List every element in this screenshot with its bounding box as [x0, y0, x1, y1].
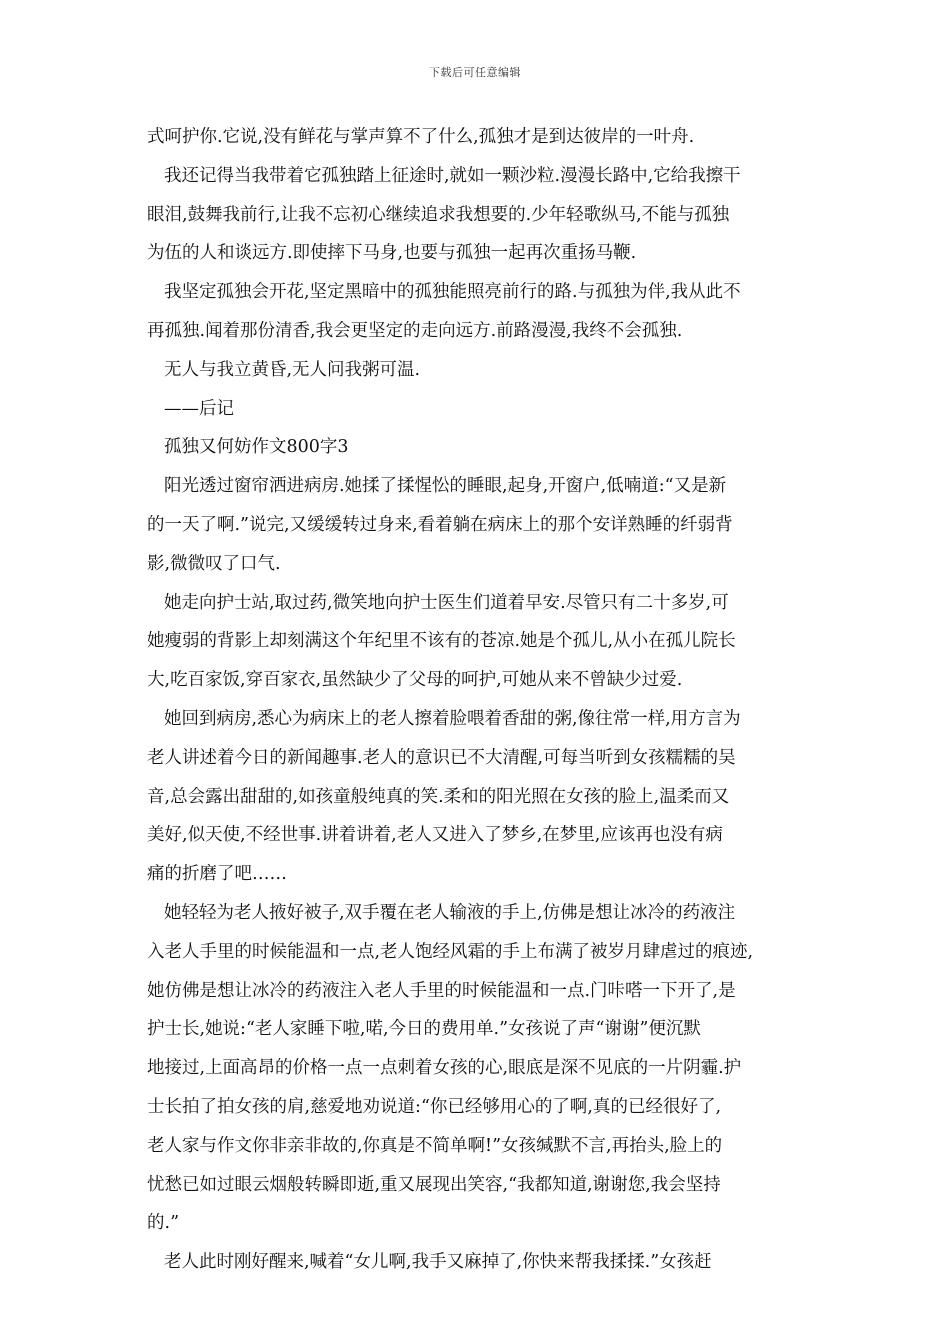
text-line: 她轻轻为老人掖好被子,双手覆在老人输液的手上,仿佛是想让冰冷的药液注 — [164, 902, 736, 923]
text-line: 老人讲述着今日的新闻趣事.老人的意识已不大清醒,可每当听到女孩糯糯的吴 — [147, 747, 736, 768]
text-line: 大,吃百家饭,穿百家衣,虽然缺少了父母的呵护,可她从来不曾缺少过爱. — [147, 670, 683, 691]
text-line: 再孤独.闻着那份清香,我会更坚定的走向远方.前路漫漫,我终不会孤独. — [147, 320, 683, 341]
text-line: 我坚定孤独会开花,坚定黑暗中的孤独能照亮前行的路.与孤独为伴,我从此不 — [164, 282, 741, 303]
text-line: 她走向护士站,取过药,微笑地向护士医生们道着早安.尽管只有二十多岁,可 — [164, 592, 729, 613]
text-line: 她仿佛是想让冰冷的药液注入老人手里的时候能温和一点.门咔嗒一下开了,是 — [147, 980, 736, 1001]
text-line: 护士长,她说:“老人家睡下啦,喏,今日的费用单.”女孩说了声“谢谢”便沉默 — [147, 1019, 701, 1040]
text-line: 地接过,上面高昂的价格一点一点刺着女孩的心,眼底是深不见底的一片阴霾.护 — [147, 1058, 742, 1079]
text-line: 的一天了啊.”说完,又缓缓转过身来,看着躺在病床上的那个安详熟睡的纤弱背 — [147, 514, 733, 535]
text-line: 老人此时刚好醒来,喊着“女儿啊,我手又麻掉了,你快来帮我揉揉.”女孩赶 — [164, 1252, 712, 1273]
text-line: 痛的折磨了吧…… — [147, 864, 287, 885]
text-line: 忧愁已如过眼云烟般转瞬即逝,重又展现出笑容,“我都知道,谢谢您,我会坚持 — [147, 1174, 721, 1195]
document-body — [147, 118, 809, 1282]
text-line: 她回到病房,悉心为病床上的老人擦着脸喂着香甜的粥,像往常一样,用方言为 — [164, 708, 741, 729]
text-line: 她瘦弱的背影上却刻满这个年纪里不该有的苍凉.她是个孤儿,从小在孤儿院长 — [147, 631, 736, 652]
text-line: 的.” — [147, 1213, 180, 1234]
text-line: 入老人手里的时候能温和一点,老人饱经风霜的手上布满了被岁月肆虐过的痕迹, — [147, 941, 754, 962]
text-line: 式呵护你.它说,没有鲜花与掌声算不了什么,孤独才是到达彼岸的一叶舟. — [147, 127, 695, 147]
text-line: ——后记 — [164, 398, 234, 419]
text-line: 为伍的人和谈远方.即使摔下马身,也要与孤独一起再次重扬马鞭. — [147, 243, 637, 264]
text-line: 老人家与作文你非亲非故的,你真是不简单啊!”女孩缄默不言,再抬头,脸上的 — [147, 1135, 723, 1156]
text-line: 无人与我立黄昏,无人问我粥可温. — [164, 359, 421, 380]
text-line: 美好,似天使,不经世事.讲着讲着,老人又进入了梦乡,在梦里,应该再也没有病 — [147, 825, 723, 846]
text-line: 阳光透过窗帘洒进病房.她揉了揉惺忪的睡眼,起身,开窗户,低喃道:“又是新 — [164, 476, 727, 497]
page-header: 下载后可任意编辑 — [429, 66, 521, 79]
text-line: 孤独又何妨作文800字3 — [164, 437, 349, 458]
text-line: 影,微微叹了口气. — [147, 553, 281, 574]
text-line: 我还记得当我带着它孤独踏上征途时,就如一颗沙粒.漫漫长路中,它给我擦干 — [164, 165, 741, 186]
text-line: 士长拍了拍女孩的肩,慈爱地劝说道:“你已经够用心的了啊,真的已经很好了, — [147, 1096, 722, 1117]
text-line: 眼泪,鼓舞我前行,让我不忘初心继续追求我想要的.少年轻歌纵马,不能与孤独 — [147, 204, 730, 225]
text-line: 音,总会露出甜甜的,如孩童般纯真的笑.柔和的阳光照在女孩的脸上,温柔而又 — [147, 786, 730, 807]
